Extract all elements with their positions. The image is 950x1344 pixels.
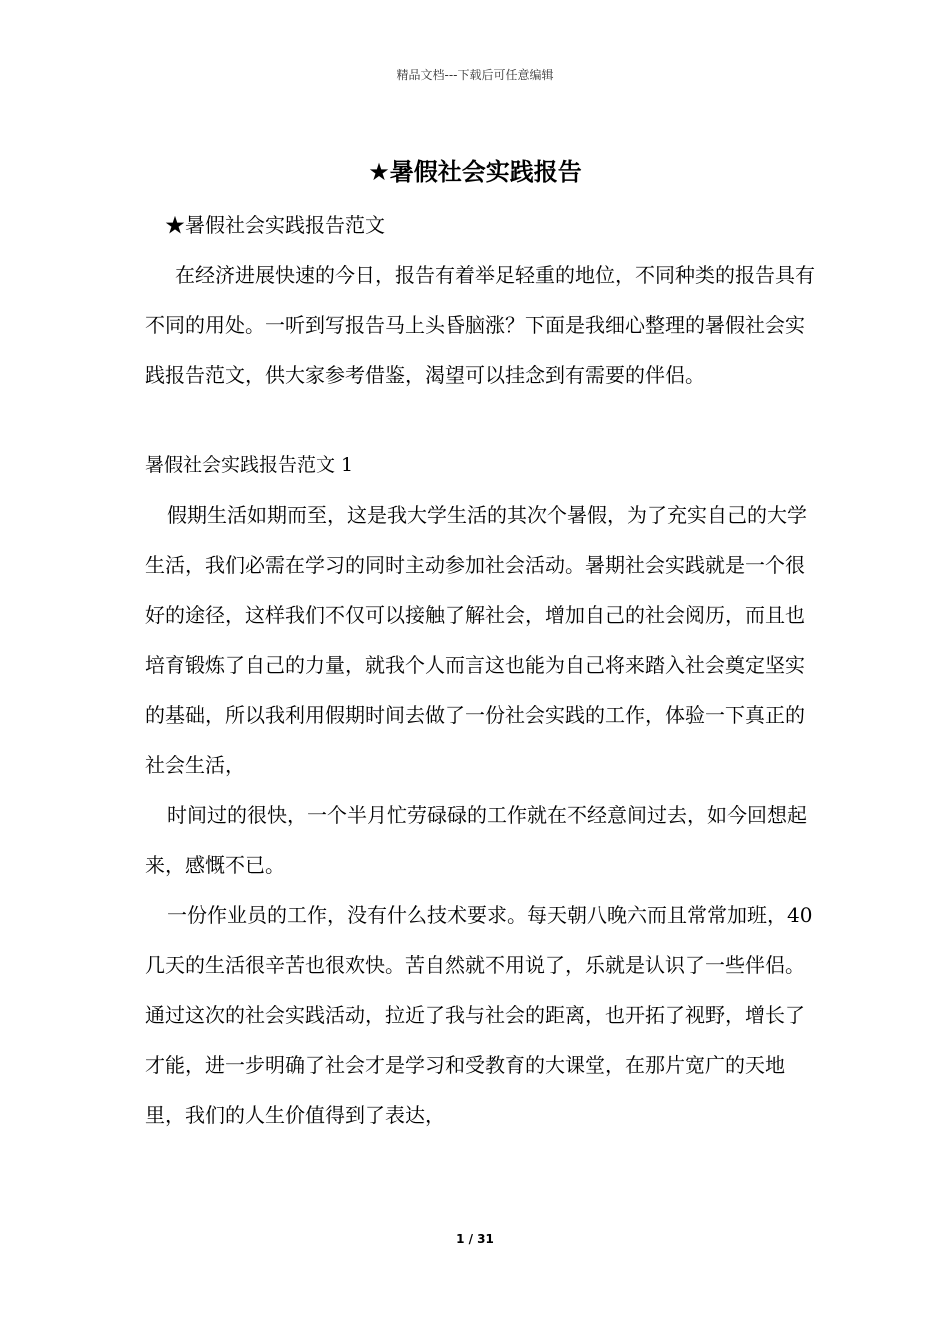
intro-paragraph: 在经济进展快速的今日，报告有着举足轻重的地位，不同种类的报告具有不同的用处。一听到写报告马上头昏脑涨？下面是我细心整理的暑假社会实践报告范文，供大家参考借鉴，渴望可以挂念到有需要的伴侣。	[145, 263, 815, 387]
page-number: 1 / 31	[456, 1232, 494, 1246]
body-paragraph: 假期生活如期而至，这是我大学生活的其次个暑假，为了充实自己的大学生活，我们必需在学习的同时主动参加社会活动。暑期社会实践就是一个很好的途径，这样我们不仅可以接触了解社会，增加自己的社会阅历，而且也培育锻炼了自己的力量，就我个人而言这也能为自己将来踏入社会奠定坚实的基础，所以我利用假期时间去做了一份社会实践的工作，体验一下真正的社会生活，	[145, 503, 807, 777]
body-paragraph: 一份作业员的工作，没有什么技术要求。每天朝八晚六而且常常加班，40 几天的生活很辛苦也很欢快。苦自然就不用说了，乐就是认识了一些伴侣。通过这次的社会实践活动，拉近了我与社会的距离，也开拓了视野，增长了才能，进一步明确了社会才是学习和受教育的大课堂，在那片宽广的天地里，我们的人生价值得到了表达，	[145, 903, 813, 1127]
section-heading: 暑假社会实践报告范文 1	[145, 454, 354, 476]
page-header: 精品文档---下载后可任意编辑	[396, 68, 554, 82]
section-gap	[145, 400, 817, 440]
document-body	[145, 200, 817, 1140]
body-paragraph: 时间过的很快，一个半月忙劳碌碌的工作就在不经意间过去，如今回想起来，感慨不已。	[145, 803, 807, 877]
subtitle: ★暑假社会实践报告范文	[165, 213, 385, 237]
document-title: ★暑假社会实践报告	[368, 158, 582, 186]
